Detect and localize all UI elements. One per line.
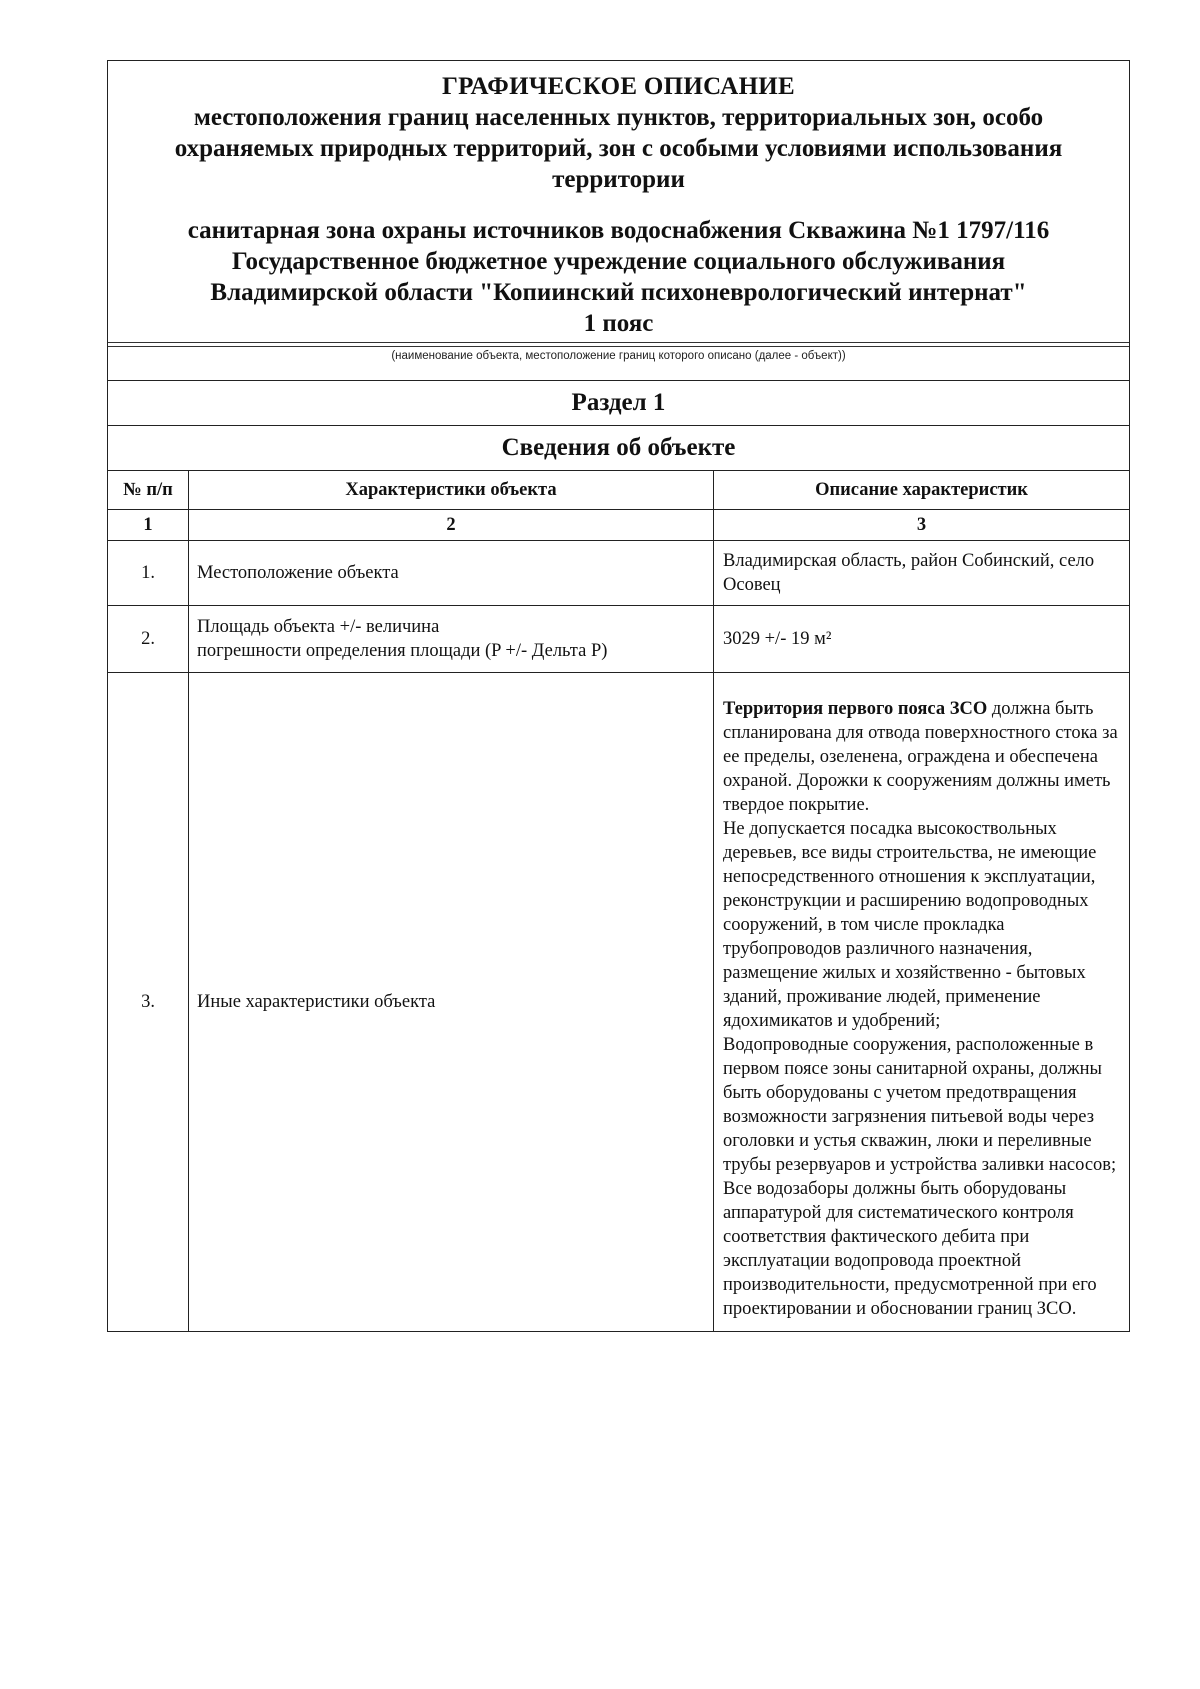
column-number: 3: [714, 510, 1130, 541]
object-name-line: Владимирской области "Копиинский психоневрологический интернат": [210, 279, 1027, 306]
section-title: Раздел 1: [108, 380, 1129, 425]
row-description: [714, 673, 1130, 1332]
description-paragraph: Не допускается посадка высокоствольных деревьев, все виды строительства, не имеющие непосредственного отношения к эксплуатации, реконструкции и расширению водопроводных сооружений, в том числе прокладка трубопроводов различного назначения, размещение жилых и хозяйственно - бытовых зданий, проживание людей, применение ядохимикатов и удобрений;: [723, 819, 1097, 1031]
table-row: [108, 541, 1129, 606]
object-info-table: [108, 470, 1129, 1331]
column-number-row: [108, 510, 1129, 541]
description-lead: Территория первого пояса ЗСО: [723, 699, 988, 719]
section-subtitle: Сведения об объекте: [108, 425, 1129, 470]
row-number: 3.: [108, 673, 189, 1332]
row-description: 3029 +/- 19 м²: [714, 606, 1130, 673]
row-characteristic: [189, 606, 714, 673]
row-number: 1.: [108, 541, 189, 606]
column-header-number: № п/п: [108, 471, 189, 510]
object-name-line: санитарная зона охраны источников водоснабжения Скважина №1 1797/116: [187, 217, 1050, 244]
document-subtitle-line: территории: [552, 166, 685, 193]
row-characteristic: Местоположение объекта: [189, 541, 714, 606]
document-title: ГРАФИЧЕСКОЕ ОПИСАНИЕ: [441, 73, 796, 100]
document-subtitle-line: охраняемых природных территорий, зон с особыми условиями использования: [174, 135, 1063, 162]
object-name-line: Государственное бюджетное учреждение социального обслуживания: [231, 248, 1006, 275]
document-sheet: [107, 60, 1130, 1332]
description-paragraph: Водопроводные сооружения, расположенные в первом поясе зоны санитарной охраны, должны быть оборудованы с учетом предотвращения возможности загрязнения питьевой воды через оголовки и устья скважин, люки и переливные трубы резервуаров и устройства заливки насосов;: [723, 1035, 1117, 1175]
object-belt-label: 1 пояс: [583, 310, 654, 337]
row-characteristic-line: погрешности определения площади (P +/- Дельта P): [197, 641, 608, 661]
object-caption: (наименование объекта, местоположение границ которого описано (далее - объект)): [391, 350, 846, 362]
column-header-description: Описание характеристик: [714, 471, 1130, 510]
column-number: 2: [189, 510, 714, 541]
description-paragraph: проектировании и обосновании границ ЗСО.: [723, 1299, 1077, 1319]
column-header-characteristic: Характеристики объекта: [189, 471, 714, 510]
row-description: Владимирская область, район Собинский, село Осовец: [714, 541, 1130, 606]
description-text: должна быть спланирована для отвода поверхностного стока за ее пределы, озеленена, ограждена и обеспечена охраной. Дорожки к сооружениям должны иметь твердое покрытие.: [723, 699, 1118, 815]
table-row: [108, 606, 1129, 673]
table-row: [108, 673, 1129, 1332]
column-number: 1: [108, 510, 189, 541]
table-header-row: [108, 471, 1129, 510]
description-paragraph: [723, 697, 1123, 817]
row-characteristic-line: Площадь объекта +/- величина: [197, 617, 440, 637]
document-subtitle-line: местоположения границ населенных пунктов, территориальных зон, особо: [193, 104, 1044, 131]
document-header: [108, 61, 1129, 380]
description-paragraph: Все водозаборы должны быть оборудованы аппаратурой для систематического контроля соответствия фактического дебита при эксплуатации водопровода проектной производительности, предусмотренной при его: [723, 1179, 1097, 1295]
row-number: 2.: [108, 606, 189, 673]
row-characteristic: Иные характеристики объекта: [189, 673, 714, 1332]
